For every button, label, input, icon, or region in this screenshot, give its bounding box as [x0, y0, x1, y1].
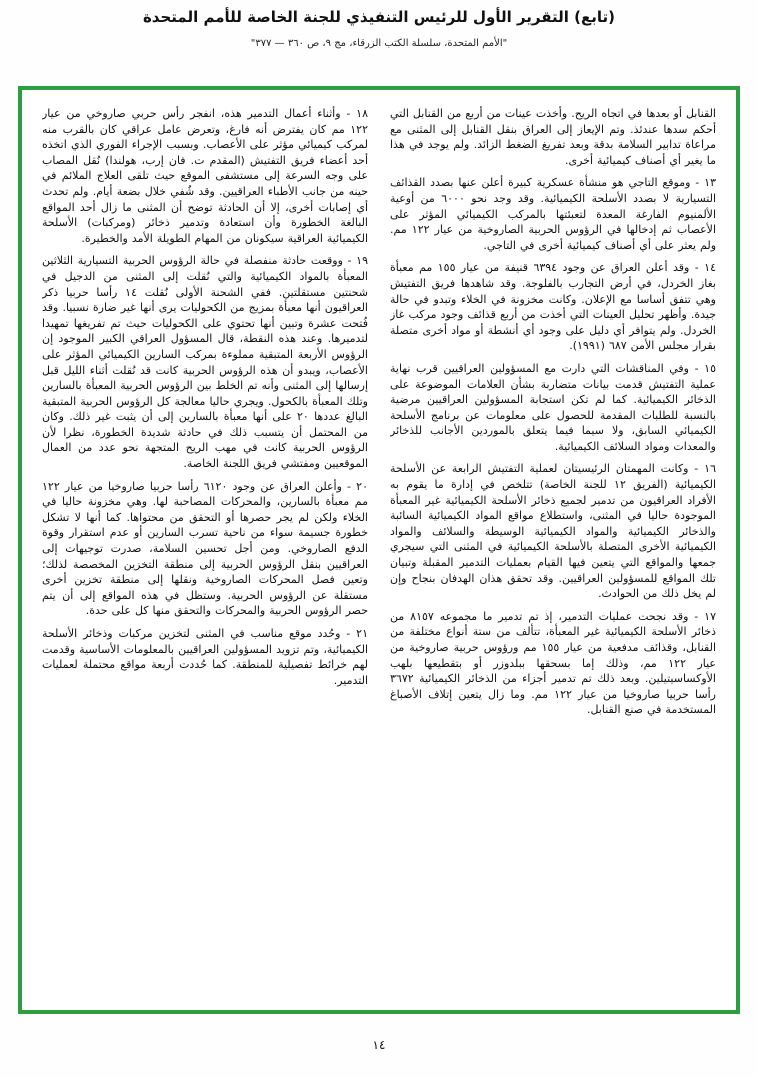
- paragraph-20: ٢٠ - وأعلن العراق عن وجود ٦١٢٠ رأسا حربيا صاروخيا من عيار ١٢٢ مم معبأة بالسارين، والمحركات المصاحبة لها. وهي مخزونة حاليا في الخلاء ولكن لم يجر حصرها أو التحقق من محتواها. كما أنها لا تشكل خطورة جسيمة سواء من ناحية تسرب السارين أو عدم استقرار وقوة الدفع الصاروخي. ومن أجل تحسين السلامة، صدرت توجيهات إلى العراقيين بنقل الرؤوس الحربية إلى منطقة التخزين المخصصة لذلك؛ وتعين فصل المحركات الصاروخية ونقلها إلى منطقة تخزين أخرى مستقلة عن الرؤوس الحربية. وستظل في هذه المواقع إلى أن يتم حصر الرؤوس الحربية والمحركات والتحقق منها كل على حدة.: [42, 479, 368, 618]
- paragraph-13: ١٣ - وموقع التاجي هو منشأة عسكرية كبيرة أعلن عنها بصدد القذائف التسيارية لا بصدد الأسلحة الكيميائية. وقد وجد نحو ٦٠٠٠ من أوعية الألمنيوم الفارغة المعدة لتعبئتها بالمركب الكيميائي المؤثر على الأعصاب ثم إدخالها في الرؤوس الحربية الصاروخية من عيار ١٢٢ مم. ولم يعثر على أي أصناف كيميائية أخرى في التاجي.: [390, 176, 716, 252]
- document-title: (تابع) التقرير الأول للرئيس التنفيذي للجنة الخاصة للأمم المتحدة: [142, 8, 616, 26]
- paragraph-16: ١٦ - وكانت المهمتان الرئيسيتان لعملية التفتيش الرابعة عن الأسلحة الكيميائية (الفريق ١٢ للجنة الخاصة) تتلخص في إدارة ما يقوم به الأفراد العراقيون من تدمير لجميع ذخائر الأسلحة الكيميائية غير المعبأة الموجودة حاليا في المثنى، واستطلاع مواقع المواد الكيميائية السائبة والذخائر الكيميائية والمواد الكيميائية الوسيطة والسلائف والمواد الكيميائية الأخرى المتصلة بالأسلحة الكيميائية في المثنى التي سيجري جمعها والمواقع التي يتعين فيها القيام بعمليات التدمير المقبلة وتبيان تلك المواقع للمسؤولين العراقيين. وقد تحقق هذان الهدفان بنجاح وإن لم يخل ذلك من الحوادث.: [390, 462, 716, 601]
- paragraph-17: ١٧ - وقد نجحت عمليات التدمير، إذ تم تدمير ما مجموعه ٨١٥٧ من ذخائر الأسلحة الكيميائية غير المعبأة، تتألف من ستة أنواع مختلفة من القنابل، وقذائف مدفعية من عيار ١٥٥ مم ورؤوس حربية صاروخية من عيار ١٢٢ مم، وذلك إما بسحقها ببلدوزر أو بتقطيعها بلهب الأوكساسيتيلين. وبعد ذلك تم تدمير أجزاء من الذخائر الكيميائية ٣٦٧٢ رأسا حربيا صاروخيا من عيار ١٢٢ مم. وما زال يتعين إتلاف الأصباغ المستخدمة في صنع القنابل.: [390, 609, 716, 717]
- document-subtitle: "الأمم المتحدة، سلسلة الكتب الزرقاء، مج ٩، ص ٣٦٠ — ٣٧٧": [250, 38, 508, 49]
- page-number: ١٤: [372, 1038, 386, 1052]
- two-column-layout: [42, 106, 716, 998]
- left-column: [42, 106, 368, 998]
- paragraph-21: ٢١ - وحُدد موقع مناسب في المثنى لتخزين مركبات وذخائر الأسلحة الكيميائية، وتم تزويد المسؤولين العراقيين بالمعلومات الأساسية وقدمت لهم خرائط تفصيلية للمنطقة. كما حُددت أربعة مواقع محتملة لعمليات التدمير.: [42, 627, 368, 687]
- paragraph-14: ١٤ - وقد أعلن العراق عن وجود ٦٣٩٤ قنيفة من عيار ١٥٥ مم معبأة بغاز الخردل، في أرض التجارب بالفلوجة. وقد شاهدها فريق التفتيش وهي تتفق أساسا مع الإعلان. وكانت مخزونة في الخلاء وتبدو في حالة جيدة. وأظهر تحليل العينات التي أخذت من أربع قذائف وجود مركب غاز الخردل. ولم يتوافر أي دليل على وجود أي أنشطة أو مواد أخرى متصلة بقرار مجلس الأمن ٦٨٧ (١٩٩١).: [390, 261, 716, 353]
- paragraph-19: ١٩ - ووقعت حادثة منفصلة في حالة الرؤوس الحربية التسيارية الثلاثين المعبأة بالمواد الكيميائية والتي نُقلت إلى المثنى من الدجيل في شحنتين مستقلتين. ففي الشحنة الأولى نُقلت ١٤ رأسا حربيا ذكر العراقيون أنها معبأة بمزيج من الكحوليات يرى أنها غير ضارة نسبيا. وقد فُتحت عشرة وتبين أنها تحتوي على الكحوليات حيث تم تفريغها تمهيدا لتدميرها. وعند هذه النقطة، قال المسؤول العراقي الكبير الموجود إن الرؤوس الأربعة المتبقية مملوءة بمركب السارين الكيميائي المؤثر على الأعصاب، ويبدو أن هذه الرؤوس الحربية كانت قد نُقلت أثناء الليل قبل إرسالها إلى المثنى وأنه تم الخلط بين الرؤوس الحربية المعبأة بالسارين وتلك المعبأة بالكحول. ويجري حاليا معالجة كل الرؤوس الحربية المتبقية البالغ عددها ٢٠ على أنها معبأة بالسارين إلى أن يثبت غير ذلك. وكان من المحتمل أن يتسبب ذلك في حادثة شديدة الخطورة، نظرا لأن الرؤوس الحربية كانت في مهب الريح المتجهة نحو عدد من العمال الموقعيين ومفتشي فريق اللجنة الخاصة.: [42, 254, 368, 471]
- document-header: [0, 0, 758, 49]
- green-content-frame: [18, 86, 740, 1014]
- paragraph-15: ١٥ - وفي المناقشات التي دارت مع المسؤولين العراقيين قرب نهاية عملية التفتيش قدمت بيانات متضاربة بشأن العلامات الموضوعة على الذخائر الكيميائية. كما لم تكن استجابة المسؤولين العراقيين مرضية بالنسبة للطلبات المقدمة للحصول على معلومات عن برنامج الأسلحة الكيميائي السابق، ولا سيما فيما يتعلق بالموردين الأجانب للذخائر والمعدات ومواد السلائف الكيميائية.: [390, 361, 716, 453]
- right-column: [390, 106, 716, 998]
- paragraph-18: ١٨ - وأثناء أعمال التدمير هذه، انفجر رأس حربي صاروخي من عيار ١٢٢ مم كان يفترض أنه فارغ، وتعرض عامل عراقي كان بالقرب منه لمركب كيميائي مؤثر على الأعصاب. وبسبب الإجراء الفوري الذي اتخذه أحد أعضاء فريق التفتيش (المقدم ت. فان إرب، هولندا) نُقل المصاب على وجه السرعة إلى مستشفى الموقع حيث تلقى العلاج الملائم في حينه من جانب الأطباء العراقيين. وقد شُفي خلال بضعة أيام. ولم تحدث أي إصابات أخرى، إلا أن الحادثة توضح أن المثنى ما زال أحد المواقع البالغة الخطورة وأن استعادة وتدمير ذخائر (ومركبات) الأسلحة الكيميائية العراقية سيكونان من المهام الطويلة الأمد والخطيرة.: [42, 107, 368, 245]
- paragraph-continuation: القنابل أو بعدها في اتجاه الريح. وأخذت عينات من أربع من القنابل التي أحكم سدها عندئذ. وتم الإيعاز إلى العراق بنقل القنابل إلى المثنى مع مراعاة تدابير السلامة بدقة وبعد تفريغ الضغط الزائد. ولم يوجد في هذا ما يغير أي أصناف كيميائية أخرى.: [390, 107, 716, 167]
